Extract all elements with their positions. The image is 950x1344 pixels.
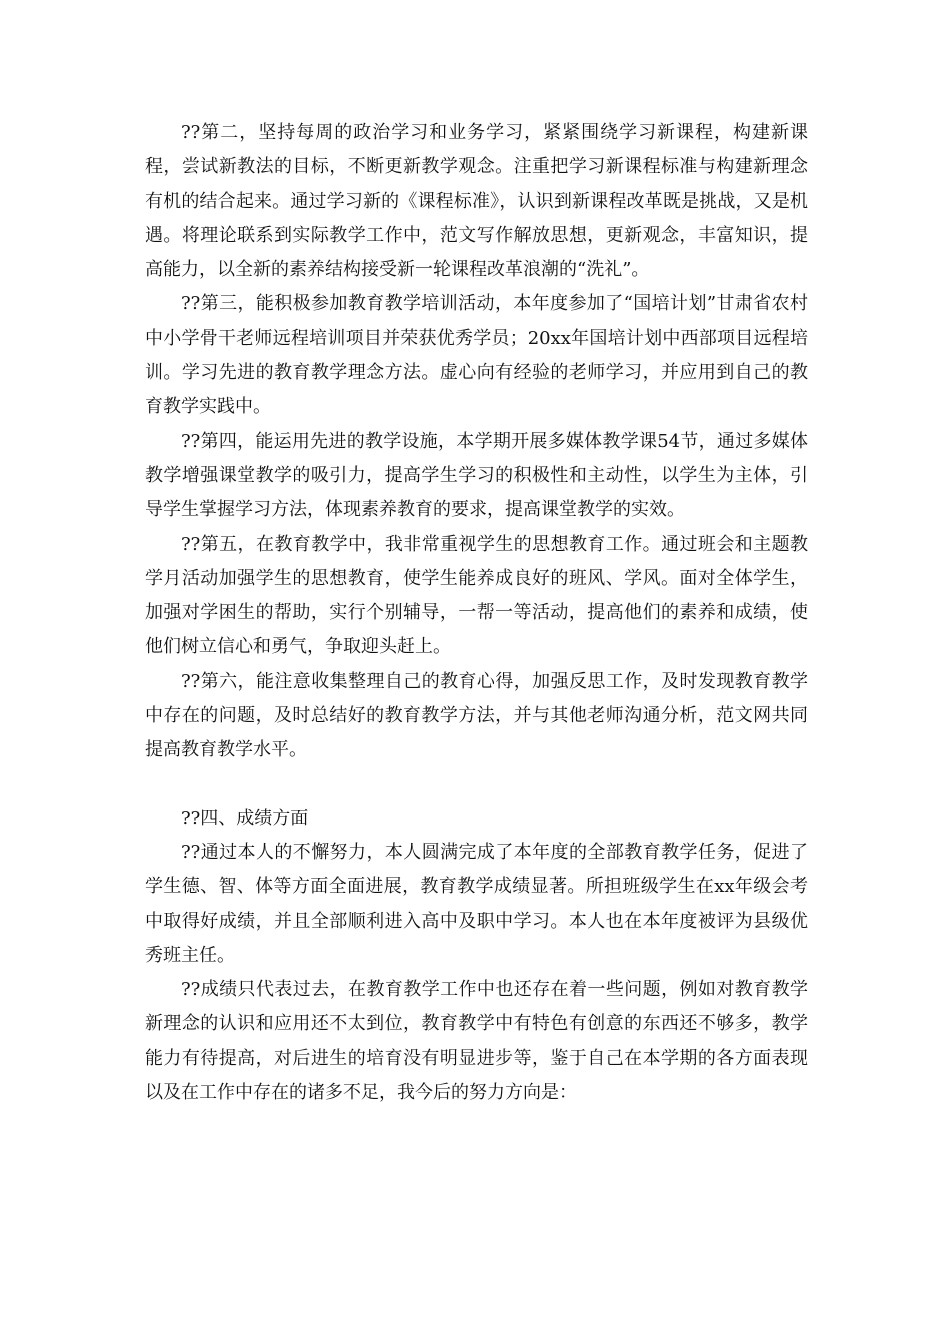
paragraph-shortcomings: ??成绩只代表过去，在教育教学工作中也还存在着一些问题，例如对教育教学新理念的认识和应用还不太到位，教育教学中有特色有创意的东西还不够多，教学能力有待提高，对后进生的培育没有明显进步等，鉴于自己在本学期的各方面表现以及在工作中存在的诸多不足，我今后的努力方向是：	[145, 979, 808, 1104]
section-heading: ??四、成绩方面	[181, 807, 309, 829]
paragraph-achievements: ??通过本人的不懈努力，本人圆满完成了本年度的全部教育教学任务，促进了学生德、智、体等方面全面进展，教育教学成绩显著。所担班级学生在xx年级会考中取得好成绩，并且全部顺利进入高中及职中学习。本人也在本年度被评为县级优秀班主任。	[145, 841, 808, 966]
paragraph-sixth-point: ??第六，能注意收集整理自己的教育心得，加强反思工作，及时发现教育教学中存在的问题，及时总结好的教育教学方法，并与其他老师沟通分析，范文网共同提高教育教学水平。	[145, 670, 808, 761]
paragraph-third-point: ??第三，能积极参加教育教学培训活动，本年度参加了“国培计划”甘肃省农村中小学骨干老师远程培训项目并荣获优秀学员；20xx年国培计划中西部项目远程培训。学习先进的教育教学理念方法。虚心向有经验的老师学习，并应用到自己的教育教学实践中。	[145, 293, 808, 418]
document-body	[145, 116, 808, 1110]
paragraph-fifth-point: ??第五，在教育教学中，我非常重视学生的思想教育工作。通过班会和主题教学月活动加强学生的思想教育，使学生能养成良好的班风、学风。面对全体学生，加强对学困生的帮助，实行个别辅导，一帮一等活动，提高他们的素养和成绩，使他们树立信心和勇气，争取迎头赶上。	[145, 533, 808, 658]
paragraph-second-point: ??第二，坚持每周的政治学习和业务学习，紧紧围绕学习新课程，构建新课程，尝试新教法的目标，不断更新教学观念。注重把学习新课程标准与构建新理念有机的结合起来。通过学习新的《课程标准》，认识到新课程改革既是挑战，又是机遇。将理论联系到实际教学工作中，范文写作解放思想，更新观念，丰富知识，提高能力，以全新的素养结构接受新一轮课程改革浪潮的“洗礼”。	[145, 122, 808, 281]
paragraph-fourth-point: ??第四，能运用先进的教学设施，本学期开展多媒体教学课54节，通过多媒体教学增强课堂教学的吸引力，提高学生学习的积极性和主动性，以学生为主体，引导学生掌握学习方法，体现素养教育的要求，提高课堂教学的实效。	[145, 430, 808, 521]
